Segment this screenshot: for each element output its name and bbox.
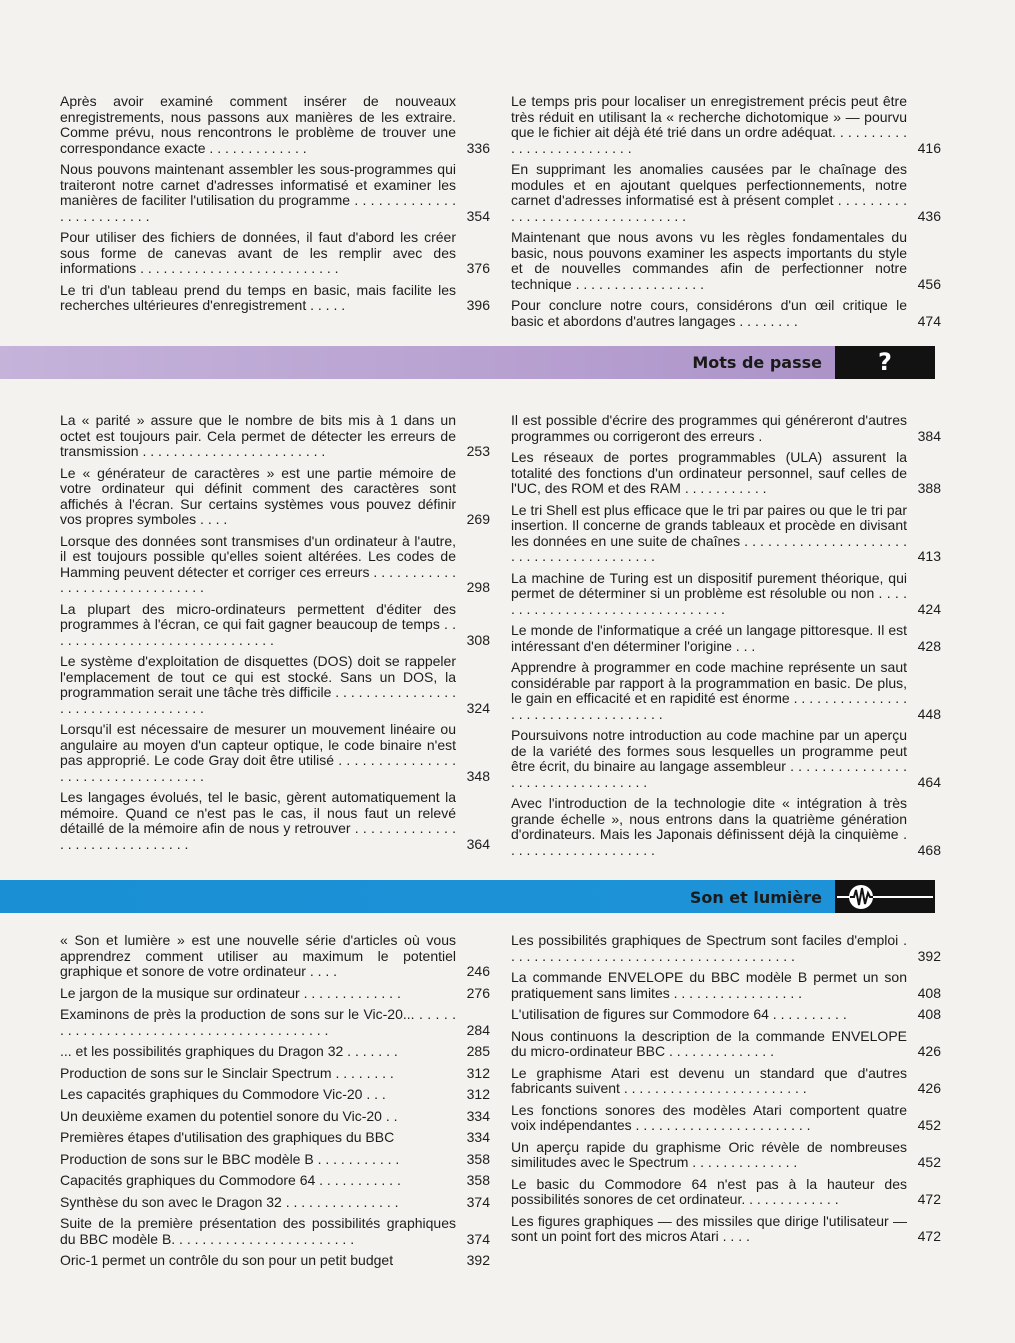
page-number: 354: [466, 207, 490, 224]
page-number: 392: [466, 1252, 490, 1268]
toc-entry: [60, 722, 490, 784]
entry-text: La machine de Turing est un dispositif purement théorique, qui permet de déterminer si un problème est résoluble ou non . . . . . . . . . . . . . . . . . . . . . . . . . . . . . . . .: [511, 569, 907, 617]
page-number: 324: [466, 699, 490, 716]
entry-text: La commande ENVELOPE du BBC modèle B permet un son pratiquement sans limites . . . . . . . . . . . . . . . . .: [511, 969, 907, 1001]
entry-text: La « parité » assure que le nombre de bits mis à 1 dans un octet est toujours pair. Cela permet de détecter les erreurs de transmission . . . . . . . . . . . . . . . . . . . . . . . .: [60, 412, 456, 459]
page-number: 408: [917, 984, 941, 1001]
entry-text: Les capacités graphiques du Commodore Vic-20 . . .: [60, 1087, 386, 1102]
page-number: 276: [466, 984, 490, 1001]
toc-entry: [511, 796, 941, 858]
toc-entry: [511, 94, 941, 156]
toc-entry: [511, 728, 941, 790]
entry-text: Pour utiliser des fichiers de données, il faut d'abord les créer sous forme de canevas avant de les remplir avec des informations . . . . . . . . . . . . . . . . . . . . . . . . . .: [60, 229, 456, 276]
page-number: 298: [466, 579, 490, 595]
page-number: 456: [917, 275, 941, 292]
toc-entry: [60, 1007, 490, 1038]
entry-text: Le « générateur de caractères » est une partie mémoire de votre ordinateur qui définit comment des caractères sont affichés à l'écran. Sur certains systèmes vous pouvez définir vos propres symboles . . . .: [60, 464, 456, 527]
toc-entry: [511, 660, 941, 722]
entry-text: Un aperçu rapide du graphisme Oric révèle de nombreuses similitudes avec le Spectrum . . . . . . . . . . . . . .: [511, 1138, 907, 1170]
page-number: 388: [917, 480, 941, 496]
section1-left-column: [60, 94, 490, 320]
toc-entry: [60, 790, 490, 852]
mots-de-passe-banner: [0, 346, 935, 379]
page-number: 474: [917, 312, 941, 329]
toc-entry: [511, 298, 941, 329]
page-number: 472: [917, 1191, 941, 1207]
son-et-lumiere-banner: [0, 880, 935, 913]
toc-entry: [511, 1140, 941, 1171]
page-number: 424: [917, 600, 941, 617]
toc-entry: [511, 1177, 941, 1208]
entry-text: Synthèse du son avec le Dragon 32 . . . . . . . . . . . . . . .: [60, 1194, 399, 1210]
entry-text: Avec l'introduction de la technologie dite « intégration à très grande échelle », nous entrons dans la quatrième génération d'ordinateurs. Mais les Japonais définissent déjà la cinquième . . . . . . . . . . . . . . . . . . . .: [511, 795, 907, 858]
page-number: 472: [917, 1228, 941, 1244]
page-number: 452: [917, 1154, 941, 1170]
toc-entry: [511, 162, 941, 224]
entry-text: Production de sons sur le Sinclair Spectrum . . . . . . . .: [60, 1065, 394, 1081]
entry-text: Le monde de l'informatique a créé un langage pittoresque. Il est intéressant d'en déterminer l'origine . . .: [511, 622, 907, 654]
page-number: 464: [917, 773, 941, 790]
question-mark-icon: ?: [835, 346, 935, 379]
page-number: 269: [466, 511, 490, 527]
page-number: 348: [466, 767, 490, 784]
page-number: 284: [466, 1021, 490, 1038]
page-number: 334: [466, 1107, 490, 1124]
entry-text: Examinons de près la production de sons sur le Vic-20... . . . . . . . . . . . . . . . . . . . . . . . . . . . . . . . . . . . . . . . .: [60, 1006, 456, 1038]
toc-entry: [511, 623, 941, 654]
toc-entry: [60, 230, 490, 277]
page-number: 426: [917, 1080, 941, 1096]
page-number: 452: [917, 1117, 941, 1133]
page-number: 436: [917, 207, 941, 224]
toc-entry: [511, 933, 941, 964]
page-number: 312: [466, 1064, 490, 1081]
toc-entry: [511, 230, 941, 292]
entry-text: Capacités graphiques du Commodore 64 . . . . . . . . . . .: [60, 1173, 401, 1188]
toc-entry: [60, 1195, 490, 1211]
entry-text: Production de sons sur le BBC modèle B . . . . . . . . . . .: [60, 1151, 400, 1167]
toc-entry: [511, 1103, 941, 1134]
toc-entry: [60, 1253, 490, 1269]
page-number: 334: [466, 1129, 490, 1145]
toc-entry: [511, 1007, 941, 1023]
entry-text: ... et les possibilités graphiques du Dragon 32 . . . . . . .: [60, 1044, 398, 1059]
entry-text: Il est possible d'écrire des programmes qui généreront d'autres programmes ou corrigeront des erreurs .: [511, 412, 907, 444]
page-number: 285: [466, 1043, 490, 1059]
entry-text: Maintenant que nous avons vu les règles fondamentales du basic, nous pouvons examiner les aspects importants du style et de nouvelles commandes afin de perfectionner notre technique . . . . . . . . . . . . . . . . .: [511, 229, 907, 292]
entry-text: En supprimant les anomalies causées par le chaînage des modules et en ajoutant quelques perfectionnements, notre carnet d'adresses informatisé est à présent complet . . . . . . . . . . . . . . . . . . . . . . . . . . . . . . . .: [511, 161, 907, 224]
page-number: 392: [917, 947, 941, 964]
section1-right-column: [511, 94, 941, 335]
entry-text: Suite de la première présentation des possibilités graphiques du BBC modèle B. . . . . . . . . . . . . . . . . . . . . . . .: [60, 1215, 456, 1247]
toc-entry: [60, 1152, 490, 1168]
toc-entry: [511, 1066, 941, 1097]
entry-text: Oric-1 permet un contrôle du son pour un petit budget: [60, 1253, 394, 1268]
band-title-mots-de-passe: Mots de passe: [692, 353, 822, 372]
page-number: 358: [466, 1150, 490, 1167]
entry-text: Nous pouvons maintenant assembler les sous-programmes qui traiteront notre carnet d'adresses informatisé et examiner les manières de faciliter l'utilisation du programme . . . . . . . . . . . . . . . . . . . . . . . . .: [60, 161, 456, 224]
entry-text: Le système d'exploitation de disquettes (DOS) doit se rappeler l'emplacement de tout ce qui est stocké. Sans un DOS, la programmation serait une tâche très difficile . . . . . . . . . . . . . . . . . . . . . . . . . . . . . . . . . . .: [60, 653, 456, 716]
toc-entry: [511, 571, 941, 618]
toc-entry: [60, 1216, 490, 1247]
page-number: 376: [466, 260, 490, 276]
page-number: 246: [466, 963, 490, 979]
entry-text: Nous continuons la description de la commande ENVELOPE du micro-ordinateur BBC . . . . . . . . . . . . . .: [511, 1027, 907, 1059]
page-number: 364: [466, 835, 490, 852]
entry-text: Lorsque des données sont transmises d'un ordinateur à l'autre, il est toujours possible qu'elles soient altérées. Les codes de Hamming peuvent détecter et corriger ces erreurs . . . . . . . . . . . . . . . . . . . . . . . . . . . . . .: [60, 532, 456, 595]
entry-text: Apprendre à programmer en code machine représente un saut considérable par rapport à la programmation en basic. De plus, le gain en efficacité et en rapidité est énorme . . . . . . . . . . . . . . . . . . . . . . . . . . . . . . . . . . .: [511, 659, 907, 722]
toc-entry: [60, 1087, 490, 1103]
toc-entry: [60, 283, 490, 314]
page-number: 374: [466, 1230, 490, 1247]
page-number: 384: [917, 427, 941, 444]
entry-text: Le tri Shell est plus efficace que le tri par paires ou que le tri par insertion. Il concerne de grands tableaux et procède en divisant les données en une suite de chaînes . . . . . . . . . . . . . . . . . . . . . . . . . . . . . . . . . . . . . . . .: [511, 501, 907, 564]
toc-entry: [60, 1044, 490, 1060]
page-number: 448: [917, 705, 941, 722]
page-number: 396: [466, 297, 490, 313]
page-number: 428: [917, 637, 941, 654]
entry-text: Poursuivons notre introduction au code machine par un aperçu de la variété des formes sous lesquelles un programme peut être écrit, du binaire au langage assembleur . . . . . . . . . . . . . . . . . . . . . . . . . . . . . . . . .: [511, 727, 907, 790]
toc-entry: [60, 162, 490, 224]
toc-entry: [60, 1173, 490, 1189]
entry-text: Lorsqu'il est nécessaire de mesurer un mouvement linéaire ou angulaire au moyen d'un capteur optique, le code binaire n'est pas approprié. Le code Gray doit être utilisé . . . . . . . . . . . . . . . . . . . . . . . . . . . . . . . . . .: [60, 721, 456, 784]
toc-entry: [60, 654, 490, 716]
toc-entry: [60, 1109, 490, 1125]
toc-entry: [511, 1029, 941, 1060]
entry-text: Le temps pris pour localiser un enregistrement précis peut être très réduit en utilisant la « recherche dichotomique » — pourvu que le fichier ait déjà été trié dans un ordre adéquat. . . . . . . . . . . . . . . . . . . . . . . . . .: [511, 93, 907, 156]
page-number: 408: [917, 1006, 941, 1022]
toc-entry: [511, 503, 941, 565]
page-number: 253: [466, 443, 490, 459]
entry-text: Un deuxième examen du potentiel sonore du Vic-20 . .: [60, 1108, 398, 1124]
entry-text: Après avoir examiné comment insérer de nouveaux enregistrements, nous passons aux manières de les extraire. Comme prévu, nous rencontrons le problème de trouver une correspondance exacte . . . . . . . . . . . . .: [60, 93, 456, 156]
toc-entry: [60, 413, 490, 460]
entry-text: L'utilisation de figures sur Commodore 64 . . . . . . . . . .: [511, 1007, 847, 1022]
page-number: 468: [917, 841, 941, 858]
page-number: 312: [466, 1086, 490, 1102]
toc-entry: [511, 970, 941, 1001]
entry-text: Le jargon de la musique sur ordinateur . . . . . . . . . . . . .: [60, 985, 401, 1001]
toc-entry: [60, 1066, 490, 1082]
entry-text: Les langages évolués, tel le basic, gèrent automatiquement la mémoire. Quand ce n'est pas le cas, il nous faut un relevé détaillé de la mémoire afin de nous y retrouver . . . . . . . . . . . . . . . . . . . . . . . . . . . . . .: [60, 789, 456, 852]
toc-entry: [60, 534, 490, 596]
entry-text: « Son et lumière » est une nouvelle série d'articles où vous apprendrez comment utiliser au maximum le potentiel graphique et sonore de votre ordinateur . . . .: [60, 932, 456, 979]
sound-wave-icon: [835, 880, 935, 913]
entry-text: Les possibilités graphiques de Spectrum sont faciles d'emploi . . . . . . . . . . . . . . . . . . . . . . . . . . . . . . . . . . . . . .: [511, 932, 907, 964]
entry-text: Le basic du Commodore 64 n'est pas à la hauteur des possibilités sonores de cet ordinateur. . . . . . . . . . . . .: [511, 1175, 907, 1207]
page-number: 416: [917, 139, 941, 156]
entry-text: La plupart des micro-ordinateurs permettent d'éditer des programmes à l'écran, ce qui fait gagner beaucoup de temps . . . . . . . . . . . . . . . . . . . . . . . . . . . . . .: [60, 600, 456, 648]
section3-left-column: [60, 933, 490, 1275]
section3-right-column: [511, 933, 941, 1251]
toc-entry: [60, 933, 490, 980]
toc-entry: [511, 450, 941, 497]
section2-right-column: [511, 413, 941, 864]
page-number: 358: [466, 1172, 490, 1188]
section2-left-column: [60, 413, 490, 858]
band-title-son-et-lumiere: Son et lumière: [689, 888, 822, 907]
page-number: 413: [917, 548, 941, 564]
page-number: 308: [466, 631, 490, 648]
entry-text: Les figures graphiques — des missiles que dirige l'utilisateur — sont un point fort des micros Atari . . . .: [511, 1212, 907, 1244]
toc-entry: [511, 1214, 941, 1245]
toc-entry: [60, 1130, 490, 1146]
entry-text: Le graphisme Atari est devenu un standard que d'autres fabricants suivent . . . . . . . . . . . . . . . . . . . . . . . .: [511, 1064, 907, 1096]
toc-entry: [60, 602, 490, 649]
toc-entry: [60, 466, 490, 528]
entry-text: Les réseaux de portes programmables (ULA) assurent la totalité des fonctions d'un ordinateur personnel, sauf celles de l'UC, des ROM et des RAM . . . . . . . . . . .: [511, 449, 907, 496]
page-number: 374: [466, 1193, 490, 1210]
page-number: 336: [466, 139, 490, 156]
toc-entry: [511, 413, 941, 444]
toc-entry: [60, 986, 490, 1002]
page-number: 426: [917, 1043, 941, 1059]
entry-text: Premières étapes d'utilisation des graphiques du BBC: [60, 1130, 395, 1145]
toc-entry: [60, 94, 490, 156]
entry-text: Pour conclure notre cours, considérons d'un œil critique le basic et abordons d'autres langages . . . . . . . .: [511, 297, 907, 329]
entry-text: Le tri d'un tableau prend du temps en basic, mais facilite les recherches ultérieures d'enregistrement . . . . .: [60, 281, 456, 313]
entry-text: Les fonctions sonores des modèles Atari comportent quatre voix indépendantes . . . . . . . . . . . . . . . . . . . . . . .: [511, 1101, 907, 1133]
